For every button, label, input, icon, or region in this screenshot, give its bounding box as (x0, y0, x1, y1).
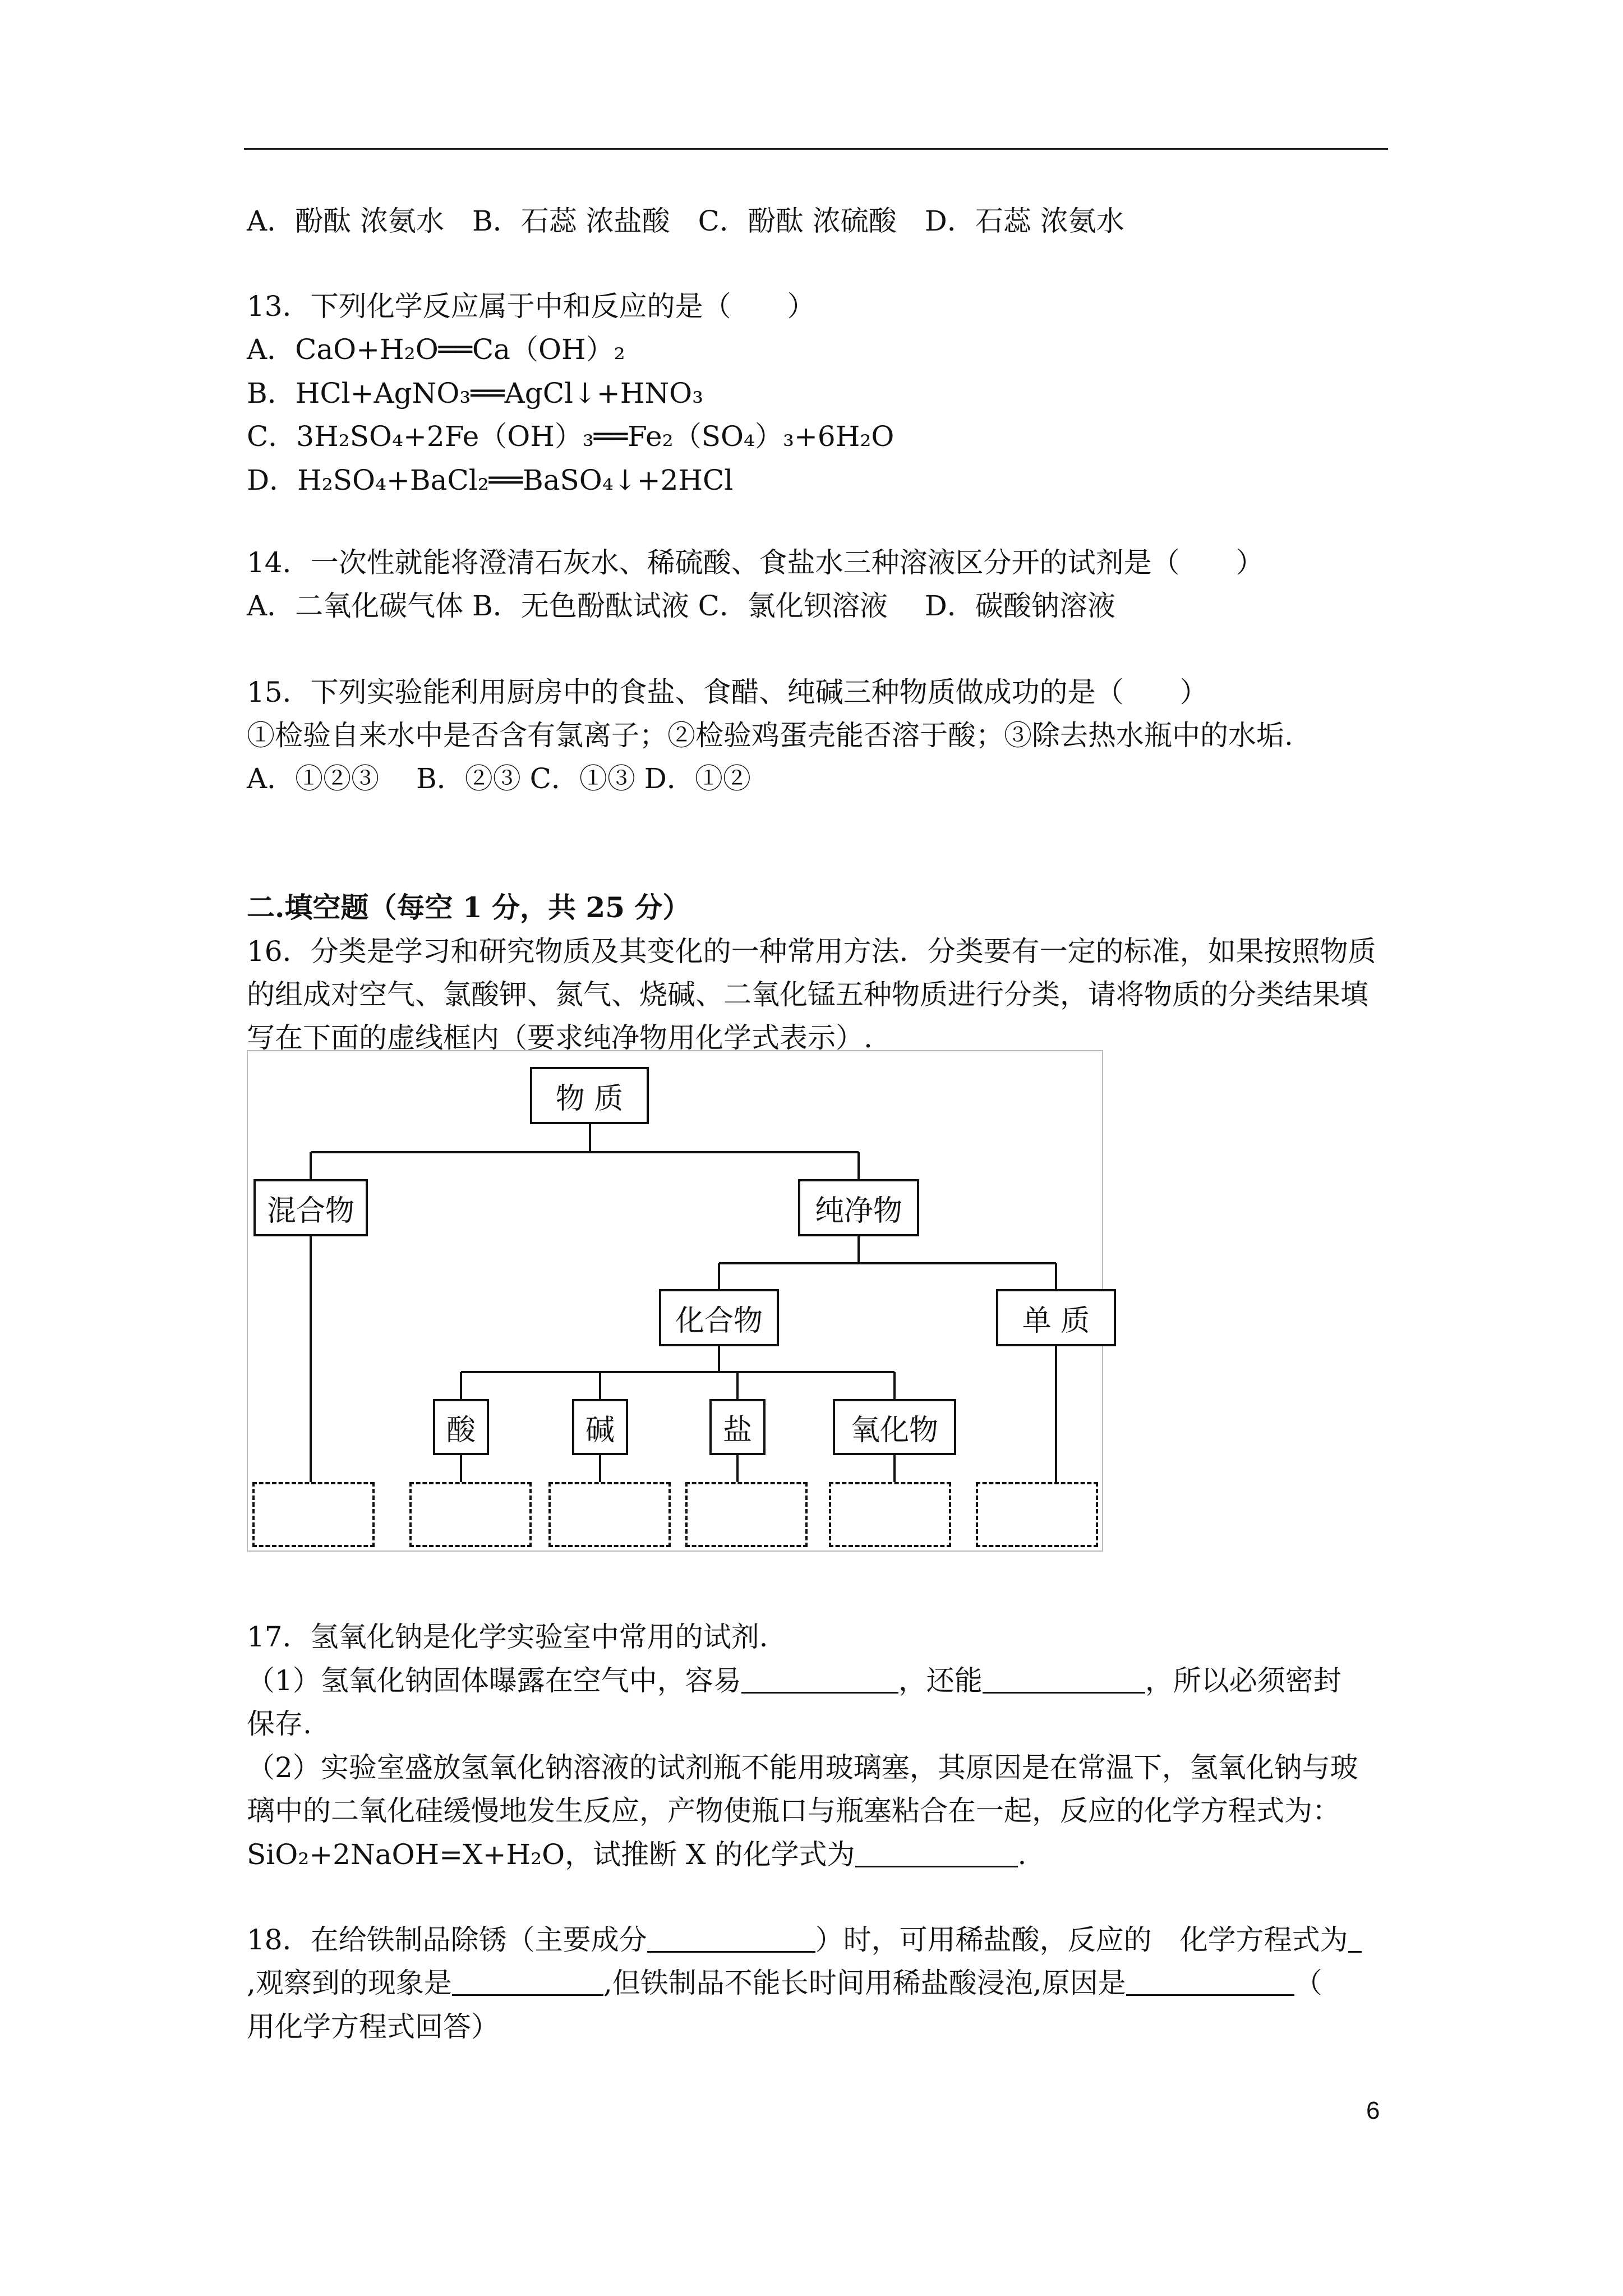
answer-box-oxide[interactable] (829, 1482, 951, 1547)
q18-blank-3[interactable] (452, 1970, 603, 1996)
q18-blank-2[interactable] (1348, 1926, 1362, 1953)
q13-option-a: A．CaO+H₂O══Ca（OH）₂ (247, 333, 625, 366)
q18-blank-1[interactable] (647, 1926, 815, 1953)
box-mixture: 混合物 (253, 1179, 368, 1236)
q14-options: A．二氧化碳气体 B．无色酚酞试液 C．氯化钡溶液 D．碳酸钠溶液 (247, 590, 1115, 622)
answer-box-salt[interactable] (685, 1482, 808, 1547)
q16-line-1: 16．分类是学习和研究物质及其变化的一种常用方法．分类要有一定的标准，如果按照物质 (247, 935, 1376, 968)
q15-options: A．①②③ B．②③ C．①③ D．①② (247, 762, 751, 795)
box-oxide: 氧化物 (833, 1399, 956, 1455)
q13-stem: 13．下列化学反应属于中和反应的是（ ） (247, 290, 815, 323)
q17-blank-2[interactable] (983, 1667, 1145, 1694)
q18-text-d: ,但铁制品不能长时间用稀盐酸浸泡,原因是 (603, 1967, 1126, 1999)
q17-part2-line-2: 璃中的二氧化硅缓慢地发生反应，产物使瓶口与瓶塞粘合在一起，反应的化学方程式为： (247, 1795, 1340, 1827)
box-pure-substance: 纯净物 (798, 1179, 919, 1236)
q18-text-b: ）时，可用稀盐酸，反应的 化学方程式为 (815, 1924, 1348, 1956)
q17-part2-text-a: SiO₂+2NaOH=X+H₂O，试推断 X 的化学式为 (247, 1838, 855, 1871)
q13-option-c: C．3H₂SO₄+2Fe（OH）₃══Fe₂（SO₄）₃+6H₂O (247, 420, 895, 453)
box-salt: 盐 (709, 1399, 766, 1455)
q18-line-2 (247, 1962, 1322, 2004)
q18-line-3: 用化学方程式回答） (247, 2010, 499, 2043)
answer-box-element[interactable] (976, 1482, 1098, 1547)
q18-blank-4[interactable] (1126, 1970, 1294, 1996)
q17-part1-text-a: （1）氢氧化钠固体曝露在空气中，容易 (247, 1664, 741, 1697)
q15-items: ①检验自来水中是否含有氯离子；②检验鸡蛋壳能否溶于酸；③除去热水瓶中的水垢. (247, 719, 1293, 752)
q17-part2-line-1: （2）实验室盛放氢氧化钠溶液的试剂瓶不能用玻璃塞，其原因是在常温下，氢氧化钠与玻 (247, 1751, 1358, 1784)
box-substance: 物 质 (530, 1067, 649, 1124)
q16-line-2: 的组成对空气、氯酸钾、氮气、烧碱、二氧化锰五种物质进行分类，请将物质的分类结果填 (247, 978, 1368, 1011)
page-number: 6 (1366, 2097, 1380, 2124)
q13-option-d: D．H₂SO₄+BaCl₂══BaSO₄↓+2HCl (247, 464, 734, 496)
q17-part1-text-b: ，还能 (898, 1664, 983, 1697)
q17-part2-text-b: . (1017, 1838, 1027, 1871)
answer-box-mixture[interactable] (252, 1482, 375, 1547)
answer-box-base[interactable] (548, 1482, 671, 1547)
box-element: 单 质 (996, 1289, 1116, 1346)
q18-text-a: 18．在给铁制品除锈（主要成分 (247, 1924, 647, 1956)
classification-diagram (247, 1050, 1103, 1552)
q15-stem: 15．下列实验能利用厨房中的食盐、食醋、纯碱三种物质做成功的是（ ） (247, 676, 1208, 708)
box-compound: 化合物 (659, 1289, 779, 1346)
q12-options: A．酚酞 浓氨水 B．石蕊 浓盐酸 C．酚酞 浓硫酸 D．石蕊 浓氨水 (247, 205, 1124, 237)
q17-part2-line-3 (247, 1833, 1026, 1876)
q13-option-b: B．HCl+AgNO₃══AgCl↓+HNO₃ (247, 377, 704, 409)
box-acid: 酸 (433, 1399, 489, 1455)
q17-part1-end: 保存. (247, 1708, 312, 1740)
q18-text-c: ,观察到的现象是 (247, 1967, 452, 1999)
q17-part1-line (247, 1659, 1341, 1702)
section-2-title: 二.填空题（每空 1 分，共 25 分） (247, 891, 691, 924)
q14-stem: 14．一次性就能将澄清石灰水、稀硫酸、食盐水三种溶液区分开的试剂是（ ） (247, 546, 1264, 579)
box-base: 碱 (572, 1399, 628, 1455)
q17-blank-1[interactable] (741, 1667, 898, 1694)
q18-line-1 (247, 1918, 1362, 1961)
q17-stem: 17．氢氧化钠是化学实验室中常用的试剂. (247, 1621, 768, 1653)
q17-blank-3[interactable] (855, 1841, 1018, 1867)
q18-text-e: （ (1294, 1967, 1322, 1999)
q16-line-3: 写在下面的虚线框内（要求纯净物用化学式表示）. (247, 1022, 873, 1054)
answer-box-acid[interactable] (409, 1482, 532, 1547)
q17-part1-text-c: ，所以必须密封 (1145, 1664, 1341, 1697)
header-rule (244, 148, 1388, 150)
